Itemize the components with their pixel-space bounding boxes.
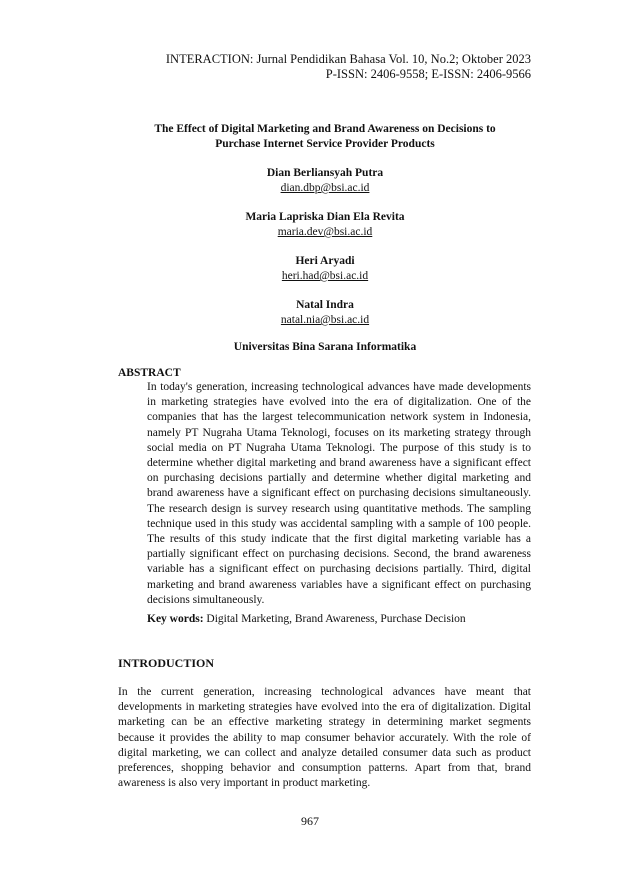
journal-title-line: INTERACTION: Jurnal Pendidikan Bahasa Vol. 10, No.2; Oktober 2023	[165, 52, 531, 66]
author-block	[100, 254, 550, 284]
introduction-body: In the current generation, increasing technological advances have meant that developments in marketing strategies have evolved into the era of digitalization. Digital marketing can be an effective marketing strategy in determining market segments because it provides the ability to map consumer behavior accurately. With the role of digital marketing, we can collect and analyze detailed consumer data such as product preferences, shopping behavior and consumption patterns. Apart from that, brand awareness is also very important in product marketing.	[118, 686, 531, 790]
author-block	[100, 298, 550, 328]
author-email-link[interactable]: natal.nia@bsi.ac.id	[280, 314, 370, 326]
author-name: Maria Lapriska Dian Ela Revita	[245, 211, 405, 223]
affiliation: Universitas Bina Sarana Informatika	[233, 341, 417, 353]
journal-header	[166, 52, 531, 82]
author-name: Heri Aryadi	[295, 255, 355, 267]
author-name: Dian Berliansyah Putra	[266, 167, 384, 179]
keywords-label: Key words:	[147, 613, 204, 625]
paper-title-line-1: The Effect of Digital Marketing and Brand Awareness on Decisions to	[154, 123, 496, 135]
keywords	[147, 612, 537, 627]
paper-title-line-2: Purchase Internet Service Provider Products	[215, 138, 435, 150]
author-name: Natal Indra	[296, 299, 354, 311]
issn-line: P-ISSN: 2406-9558; E-ISSN: 2406-9566	[325, 67, 531, 81]
author-email-link[interactable]: dian.dbp@bsi.ac.id	[280, 182, 370, 194]
author-email-link[interactable]: heri.had@bsi.ac.id	[281, 270, 369, 282]
author-email-link[interactable]: maria.dev@bsi.ac.id	[277, 226, 373, 238]
abstract-heading: ABSTRACT	[118, 367, 181, 379]
author-list	[100, 166, 550, 342]
introduction-heading: INTRODUCTION	[118, 656, 215, 670]
paper-title	[100, 122, 550, 152]
page-number: 967	[301, 814, 319, 828]
keywords-list: Digital Marketing, Brand Awareness, Purchase Decision	[206, 613, 466, 625]
author-block	[100, 166, 550, 196]
abstract-body: In today's generation, increasing technological advances have made developments in marketing strategies have evolved into the era of digitalization. One of the companies that has the largest telecommunication network system in Indonesia, namely PT Nugraha Utama Teknologi, focuses on its marketing strategy through social media on PT Nugraha Utama Teknologi. The purpose of this study is to determine whether digital marketing and brand awareness have a significant effect on purchasing decisions partially and determine whether digital marketing and brand awareness have a significant effect on purchasing decisions simultaneously. The research design is survey research using quantitative methods. The sampling technique used in this study was accidental sampling with a sample of 100 people. The results of this study indicate that the first digital marketing variable has a partially significant effect on purchasing decisions. Second, the brand awareness variable has a significant effect on purchasing decisions partially. Third, digital marketing and brand awareness variables have a significant effect on purchasing decisions simultaneously.	[147, 381, 531, 606]
author-block	[100, 210, 550, 240]
